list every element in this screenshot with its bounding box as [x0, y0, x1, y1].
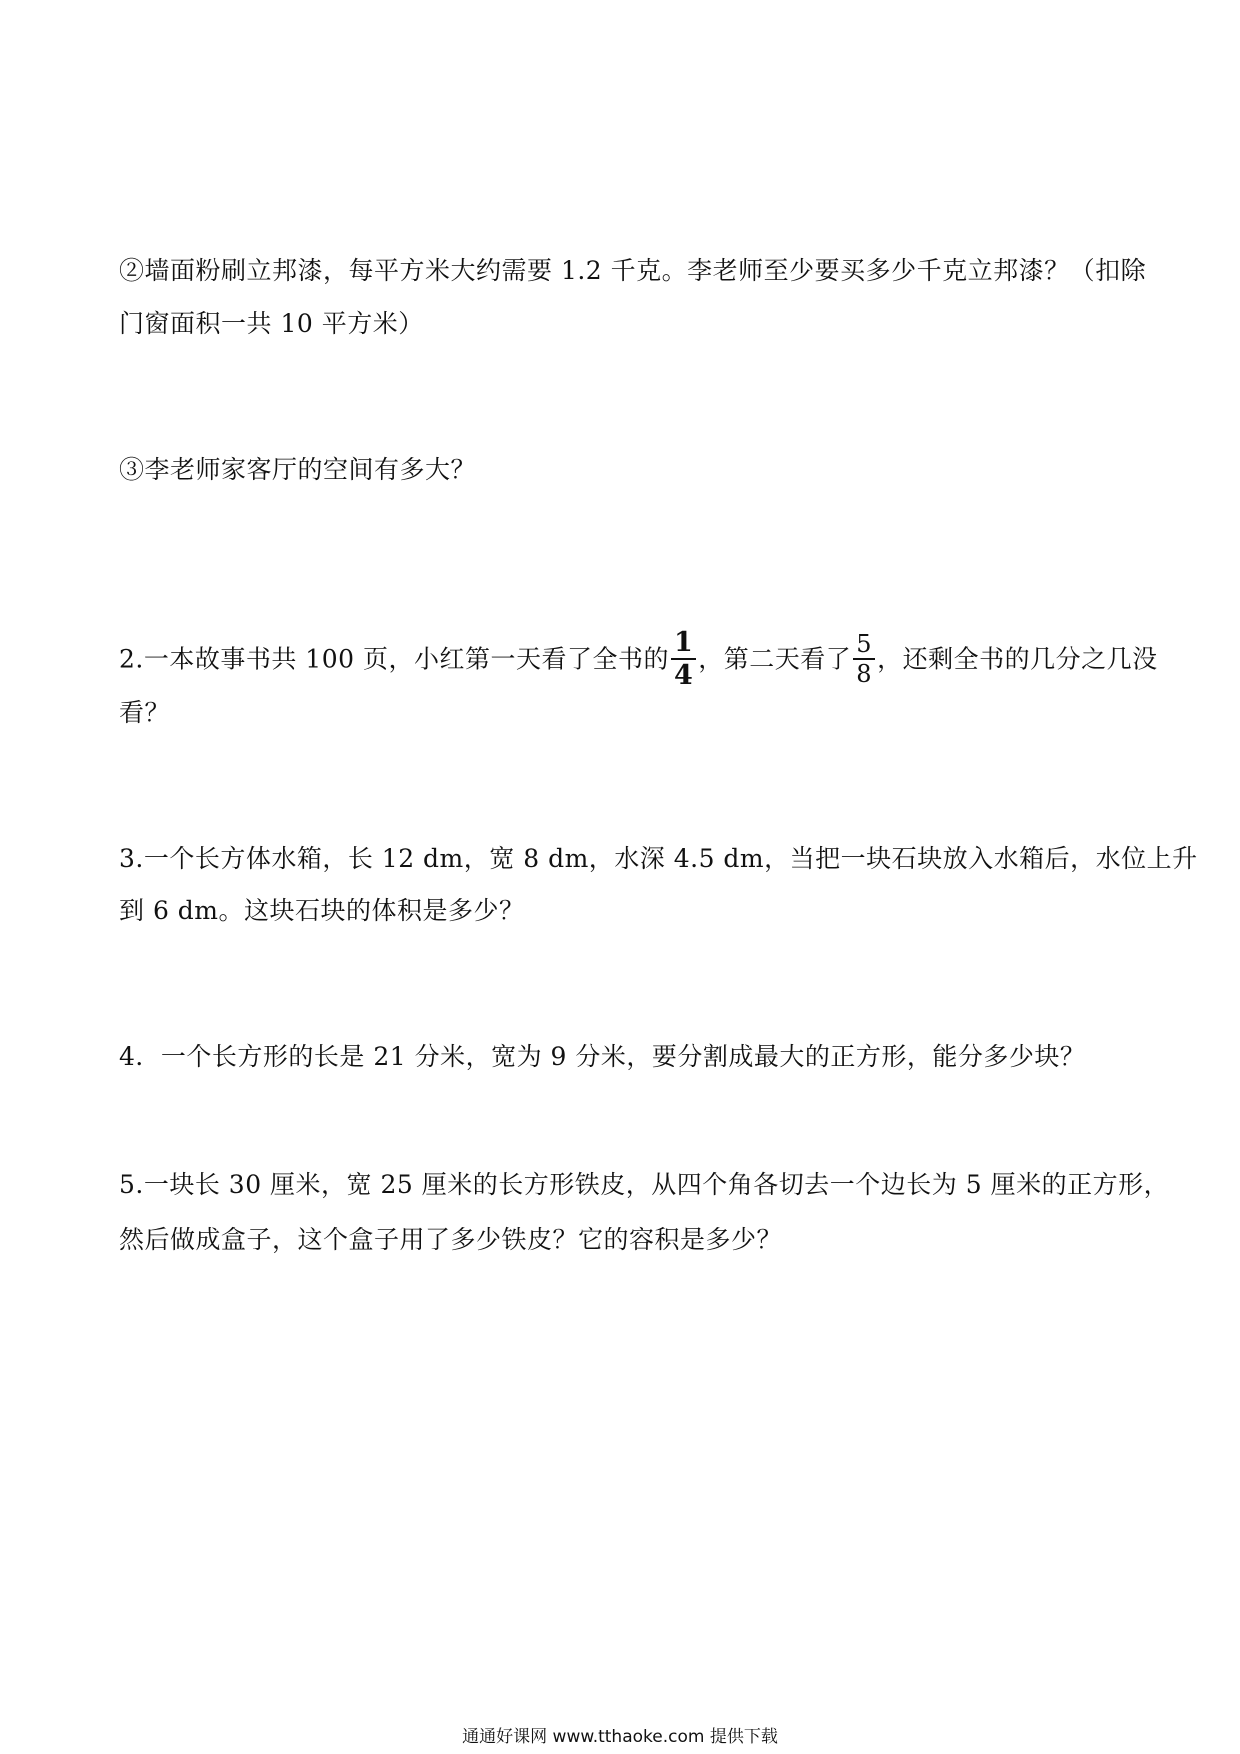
q2-line1: [119, 627, 1158, 691]
q2-text-c: ，还剩全书的几分之几没: [877, 644, 1158, 674]
q2-fraction-2: [853, 632, 875, 686]
q3-line1: 3.一个长方体水箱，长 12 dm，宽 8 dm，水深 4.5 dm，当把一块石块放入水箱后，水位上升: [119, 844, 1198, 873]
q2-fraction-2-numerator: 5: [853, 632, 875, 660]
q3-line2: 到 6 dm。这块石块的体积是多少？: [119, 896, 525, 925]
q2-fraction-1-denominator: 4: [673, 660, 694, 691]
q5-line2: 然后做成盒子，这个盒子用了多少铁皮？它的容积是多少？: [119, 1225, 783, 1254]
q2-fraction-2-denominator: 8: [856, 660, 873, 688]
q2-text-b: ，第二天看了: [698, 644, 852, 674]
q4-line1: 4．一个长方形的长是 21 分米，宽为 9 分米，要分割成最大的正方形，能分多少块？: [119, 1042, 1086, 1071]
page-footer: 通通好课网 www.tthaoke.com 提供下载: [462, 1727, 778, 1747]
q2-fraction-1: [671, 629, 696, 689]
q2-line2: 看？: [119, 698, 171, 727]
q1-part3-line1: ③李老师家客厅的空间有多大？: [119, 455, 477, 484]
q2-fraction-1-numerator: 1: [671, 629, 696, 660]
q1-part2-line1: ②墙面粉刷立邦漆，每平方米大约需要 1.2 千克。李老师至少要买多少千克立邦漆？（扣除: [119, 256, 1147, 285]
q1-part2-line2: 门窗面积一共 10 平方米）: [119, 309, 424, 338]
q2-text-a: 2.一本故事书共 100 页，小红第一天看了全书的: [119, 644, 669, 674]
q5-line1: 5.一块长 30 厘米，宽 25 厘米的长方形铁皮，从四个角各切去一个边长为 5 厘米的正方形，: [119, 1170, 1170, 1199]
